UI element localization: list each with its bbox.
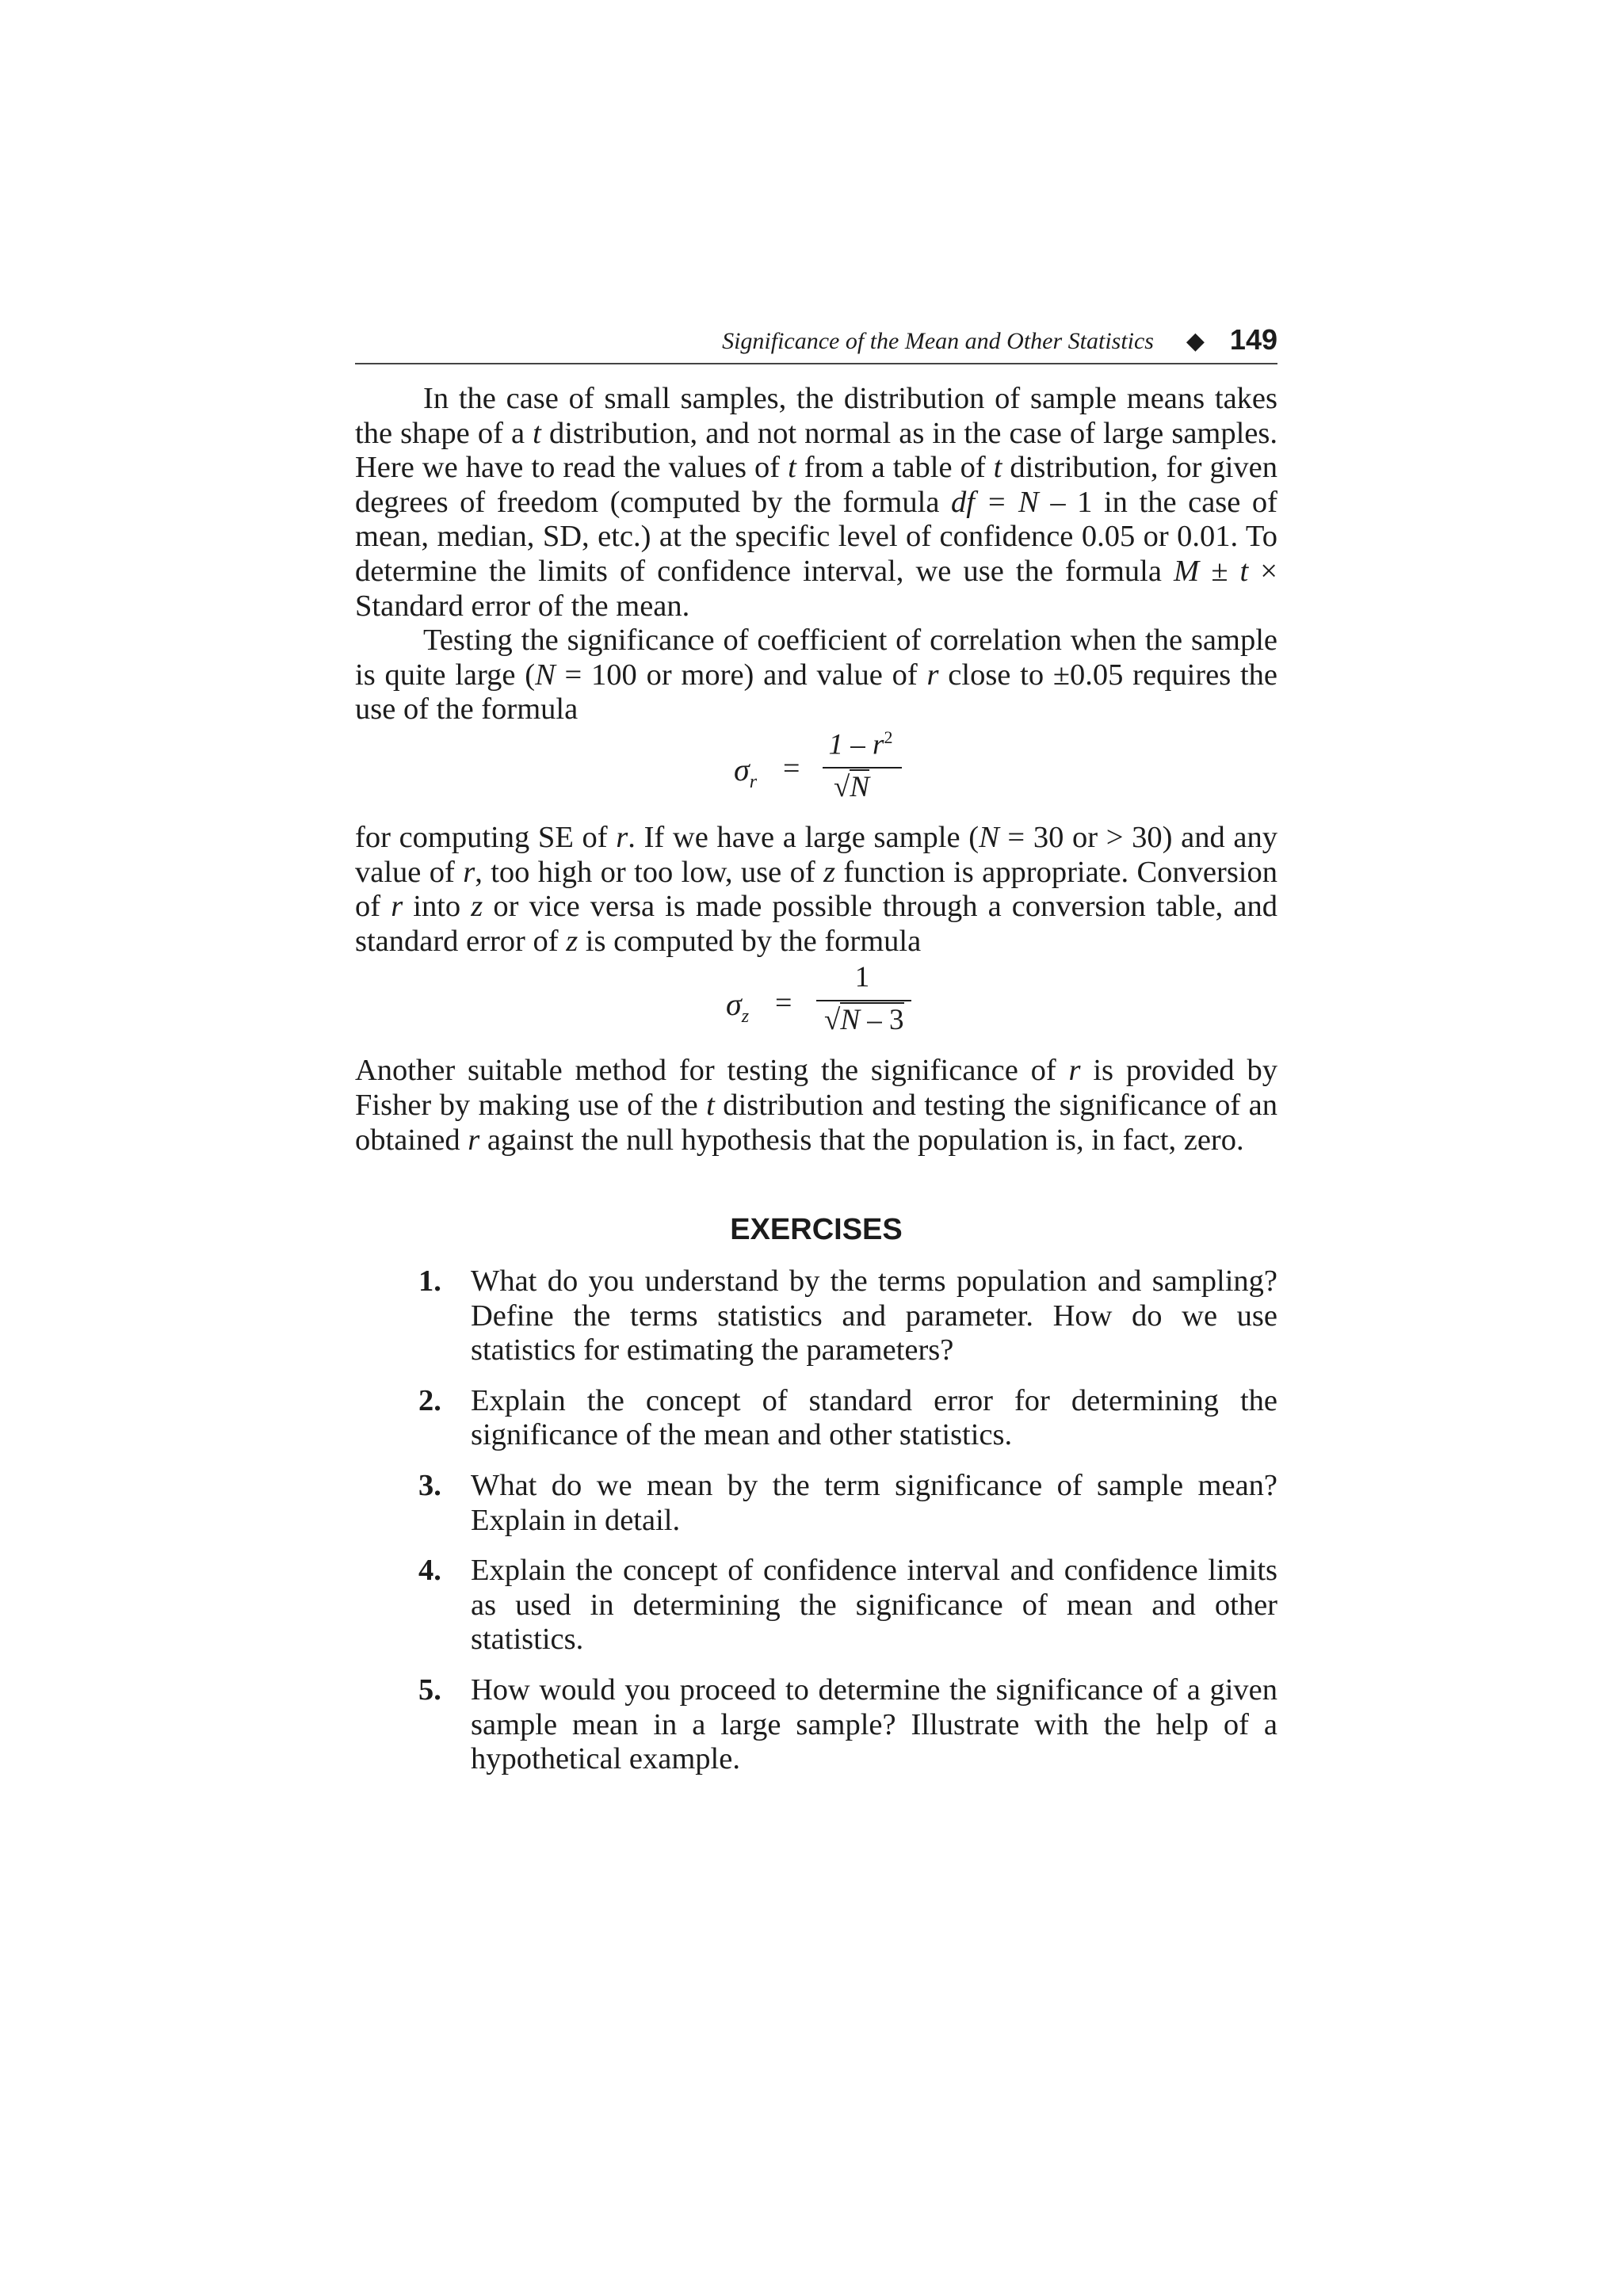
fraction-bar bbox=[816, 1000, 911, 1001]
list-item bbox=[355, 1469, 1277, 1538]
formula-denominator: √N – 3 bbox=[824, 1004, 904, 1037]
formula-sigma-z bbox=[355, 959, 1277, 1054]
exercise-text: What do you understand by the terms population and sampling? Define the terms statistics and parameter. How do we use statistics for estimating the parameters? bbox=[471, 1264, 1277, 1367]
paragraph-z-function: for computing SE of r. If we have a large sample (N = 30 or > 30) and any value of r, too high or too low, use of z function is appropriate. Conversion of r into z or vice versa is made possible through a conversion table, and standard error of z is computed by the formula bbox=[355, 820, 1277, 958]
formula-lhs: $\sigma_r$ bbox=[734, 751, 758, 792]
formula-lhs: $\sigma_z$ bbox=[726, 986, 750, 1028]
formula-numerator: $1 - r^2$ bbox=[828, 727, 893, 761]
radical-sign: √ bbox=[834, 770, 850, 803]
formula-numerator: 1 bbox=[854, 961, 870, 994]
book-page bbox=[355, 323, 1277, 1793]
formula-denominator: √N bbox=[834, 770, 869, 803]
paragraph-fisher: Another suitable method for testing the significance of r is provided by Fisher by making use of the t distribution and testing the significance of an obtained r against the null hypothesis that the population is, in fact, zero. bbox=[355, 1054, 1277, 1157]
formula-sigma-r bbox=[355, 727, 1277, 821]
running-header bbox=[355, 323, 1277, 364]
exercise-number: 5. bbox=[418, 1673, 441, 1707]
running-title: Significance of the Mean and Other Statistics bbox=[722, 328, 1154, 354]
exercise-text: Explain the concept of standard error for determining the significance of the mean and other statistics. bbox=[471, 1383, 1277, 1452]
radical-sign: √ bbox=[824, 1004, 841, 1037]
exercise-text: Explain the concept of confidence interval and confidence limits as used in determining the significance of mean and other statistics. bbox=[471, 1554, 1277, 1657]
exercise-list bbox=[355, 1264, 1277, 1777]
exercise-number: 4. bbox=[418, 1554, 441, 1588]
fraction-bar bbox=[823, 767, 902, 769]
page-number: 149 bbox=[1229, 323, 1277, 356]
exercises-heading: EXERCISES bbox=[730, 1213, 903, 1247]
equals-sign: = bbox=[783, 751, 800, 785]
exercise-number: 3. bbox=[418, 1469, 441, 1503]
exercise-number: 1. bbox=[418, 1264, 441, 1299]
list-item bbox=[355, 1673, 1277, 1777]
list-item bbox=[355, 1554, 1277, 1657]
paragraph-correlation: Testing the significance of coefficient of correlation when the sample is quite large (N = 100 or more) and value of r close to ±0.05 requires the use of the formula bbox=[355, 624, 1277, 727]
paragraph-small-samples: In the case of small samples, the distribution of sample means takes the shape of a t distribution, and not normal as in the case of large samples. Here we have to read the values of t from a table of t distribution, for given degrees of freedom (computed by the formula df = N – 1 in the case of mean, median, SD, etc.) at the specific level of confidence 0.05 or 0.01. To determine the limits of confidence interval, we use the formula M ± t × Standard error of the mean. bbox=[355, 382, 1277, 623]
list-item bbox=[355, 1264, 1277, 1368]
exercise-text: What do we mean by the term significance of sample mean? Explain in detail. bbox=[471, 1469, 1277, 1537]
equals-sign: = bbox=[775, 986, 792, 1020]
list-item bbox=[355, 1384, 1277, 1453]
exercise-text: How would you proceed to determine the significance of a given sample mean in a large sample? Illustrate with the help of a hypothetical example. bbox=[471, 1673, 1277, 1776]
diamond-icon: ◆ bbox=[1186, 328, 1205, 354]
exercise-number: 2. bbox=[418, 1383, 441, 1417]
